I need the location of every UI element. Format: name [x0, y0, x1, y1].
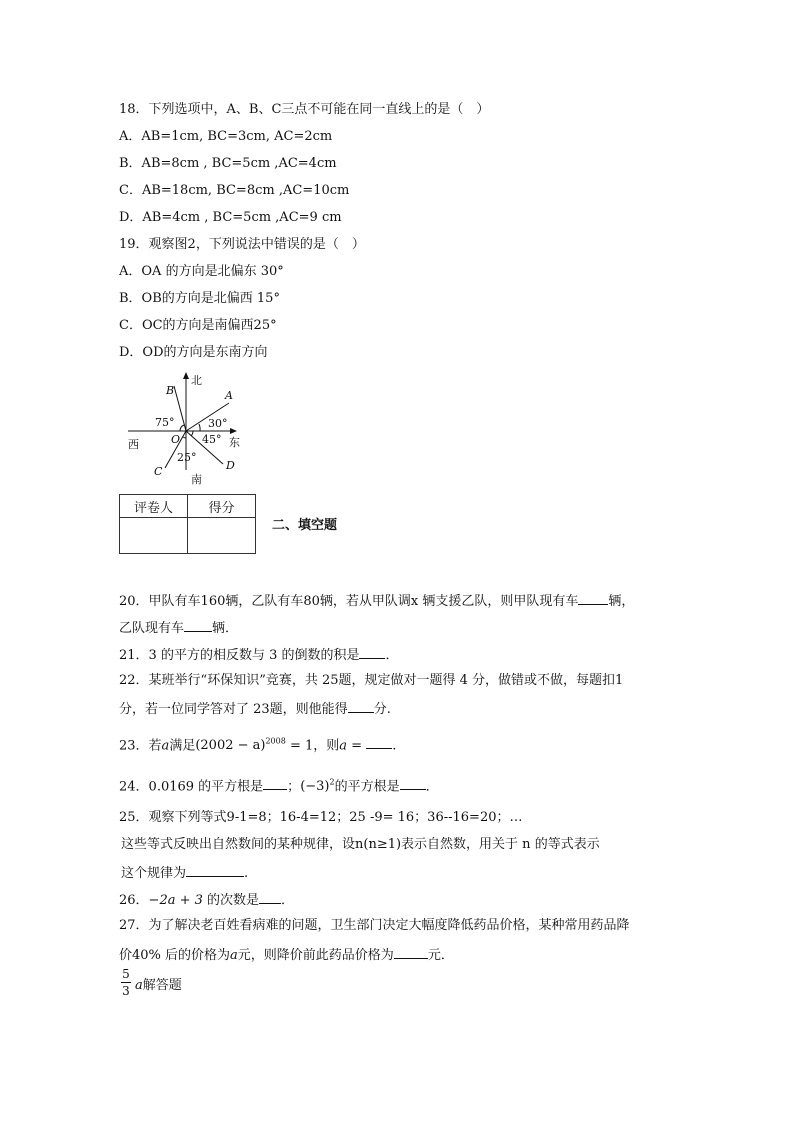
label-d: D — [226, 459, 235, 472]
q19-option-c: C．OC的方向是南偏西25° — [119, 318, 277, 333]
score-table — [119, 494, 256, 554]
angle-arc-45 — [191, 431, 193, 436]
q20-line2: 乙队现有车 辆． — [119, 618, 238, 638]
q19-option-a: A．OA 的方向是北偏东 30° — [119, 264, 284, 279]
q18-option-a: A．AB=1cm, BC=3cm, AC=2cm — [119, 129, 333, 144]
arrow-north-icon — [183, 372, 189, 379]
label-north: 北 — [191, 374, 202, 387]
answer-tail: a解答题 — [135, 978, 182, 993]
answer-blank — [184, 618, 212, 632]
q18-option-c: C．AB=18cm, BC=8cm ,AC=10cm — [119, 183, 350, 198]
q18-option-d: D．AB=4cm , BC=5cm ,AC=9 cm — [119, 210, 342, 225]
q24: 24．0.0169 的平方根是 ；$(-3)^2$的平方根是 ． — [119, 778, 439, 795]
q20-line1: 20．甲队有车160辆，乙队有车80辆，若从甲队调x 辆支援乙队，则甲队现有车 辆， — [119, 591, 634, 611]
score-table-grader-header: 评卷人 — [120, 495, 188, 518]
label-west: 西 — [128, 438, 139, 451]
answer-blank — [186, 863, 244, 877]
q25-line2: 这些等式反映出自然数间的某种规律，设n(n≥1)表示自然数，用关于 n 的等式表示 — [121, 837, 600, 852]
angle-arc-30 — [199, 424, 200, 431]
q26-expression: −2a + 3 — [148, 893, 203, 908]
answer-blank — [400, 776, 426, 790]
label-a: A — [225, 389, 233, 402]
q24-expression: $(-3)^2$ — [300, 778, 335, 795]
q22-line1: 22．某班举行“环保知识”竞赛，共 25题，规定做对一题得 4 分，做错或不做，每题扣1 — [119, 673, 624, 688]
answer-blank — [366, 735, 392, 749]
answer-blank — [359, 645, 385, 659]
fraction-bar — [121, 982, 131, 983]
answer-blank — [259, 890, 281, 904]
label-angle-45: 45° — [202, 433, 222, 446]
fraction-denominator: 3 — [122, 984, 130, 998]
q19-option-b: B．OB的方向是北偏西 15° — [119, 291, 280, 306]
label-b: B — [166, 384, 175, 397]
label-east: 东 — [229, 436, 240, 449]
q19-option-d: D．OD的方向是东南方向 — [119, 345, 268, 360]
q22-line2: 分，若一位同学答对了 23题，则他能得 分. — [119, 699, 391, 719]
score-table-score-header: 得分 — [188, 495, 256, 518]
q25-line1: 25．观察下列等式9-1=8；16-4=12；25 -9= 16；36--16=20；… — [119, 810, 523, 825]
q18-stem: 18．下列选项中，A、B、C三点不可能在同一直线上的是（ ） — [119, 102, 490, 117]
q18-option-b: B．AB=8cm , BC=5cm ,AC=4cm — [119, 156, 337, 171]
q27-line1: 27．为了解决老百姓看病难的问题，卫生部门决定大幅度降低药品价格，某种常用药品降 — [119, 918, 630, 933]
label-south: 南 — [191, 473, 202, 486]
section-title: 二、填空题 — [272, 518, 338, 533]
answer-blank — [348, 699, 374, 713]
score-table-grader-cell — [120, 518, 188, 554]
q19-stem: 19．观察图2，下列说法中错误的是（ ） — [119, 237, 365, 252]
ray-ob — [174, 386, 186, 431]
q23-expression: $(2002 - a)^{2008}$ — [195, 737, 286, 754]
angle-arc-75 — [180, 425, 184, 431]
score-table-score-cell — [188, 518, 256, 554]
fraction-numerator: 5 — [122, 967, 130, 981]
answer-blank — [578, 591, 608, 605]
label-c: C — [154, 465, 163, 478]
answer-blank — [263, 776, 287, 790]
q21: 21．3 的平方的相反数与 3 的倒数的积是 ． — [119, 645, 399, 665]
answer-blank — [394, 945, 428, 959]
q26: 26．−2a + 3 的次数是 ． — [119, 890, 294, 910]
label-o: O — [171, 433, 181, 446]
q27-line2: 价40% 后的价格为a元，则降价前此药品价格为 元． — [119, 945, 454, 965]
q23: 23．若a满足$(2002 - a)^{2008} = 1$，则a = . — [119, 737, 397, 754]
q25-line3: 这个规律为 . — [121, 863, 248, 883]
arrow-east-icon — [230, 428, 237, 434]
label-angle-25: 25° — [177, 451, 197, 464]
compass-figure — [125, 370, 245, 488]
label-angle-75: 75° — [155, 416, 175, 429]
answer-fraction — [121, 967, 131, 998]
label-angle-30: 30° — [208, 417, 228, 430]
